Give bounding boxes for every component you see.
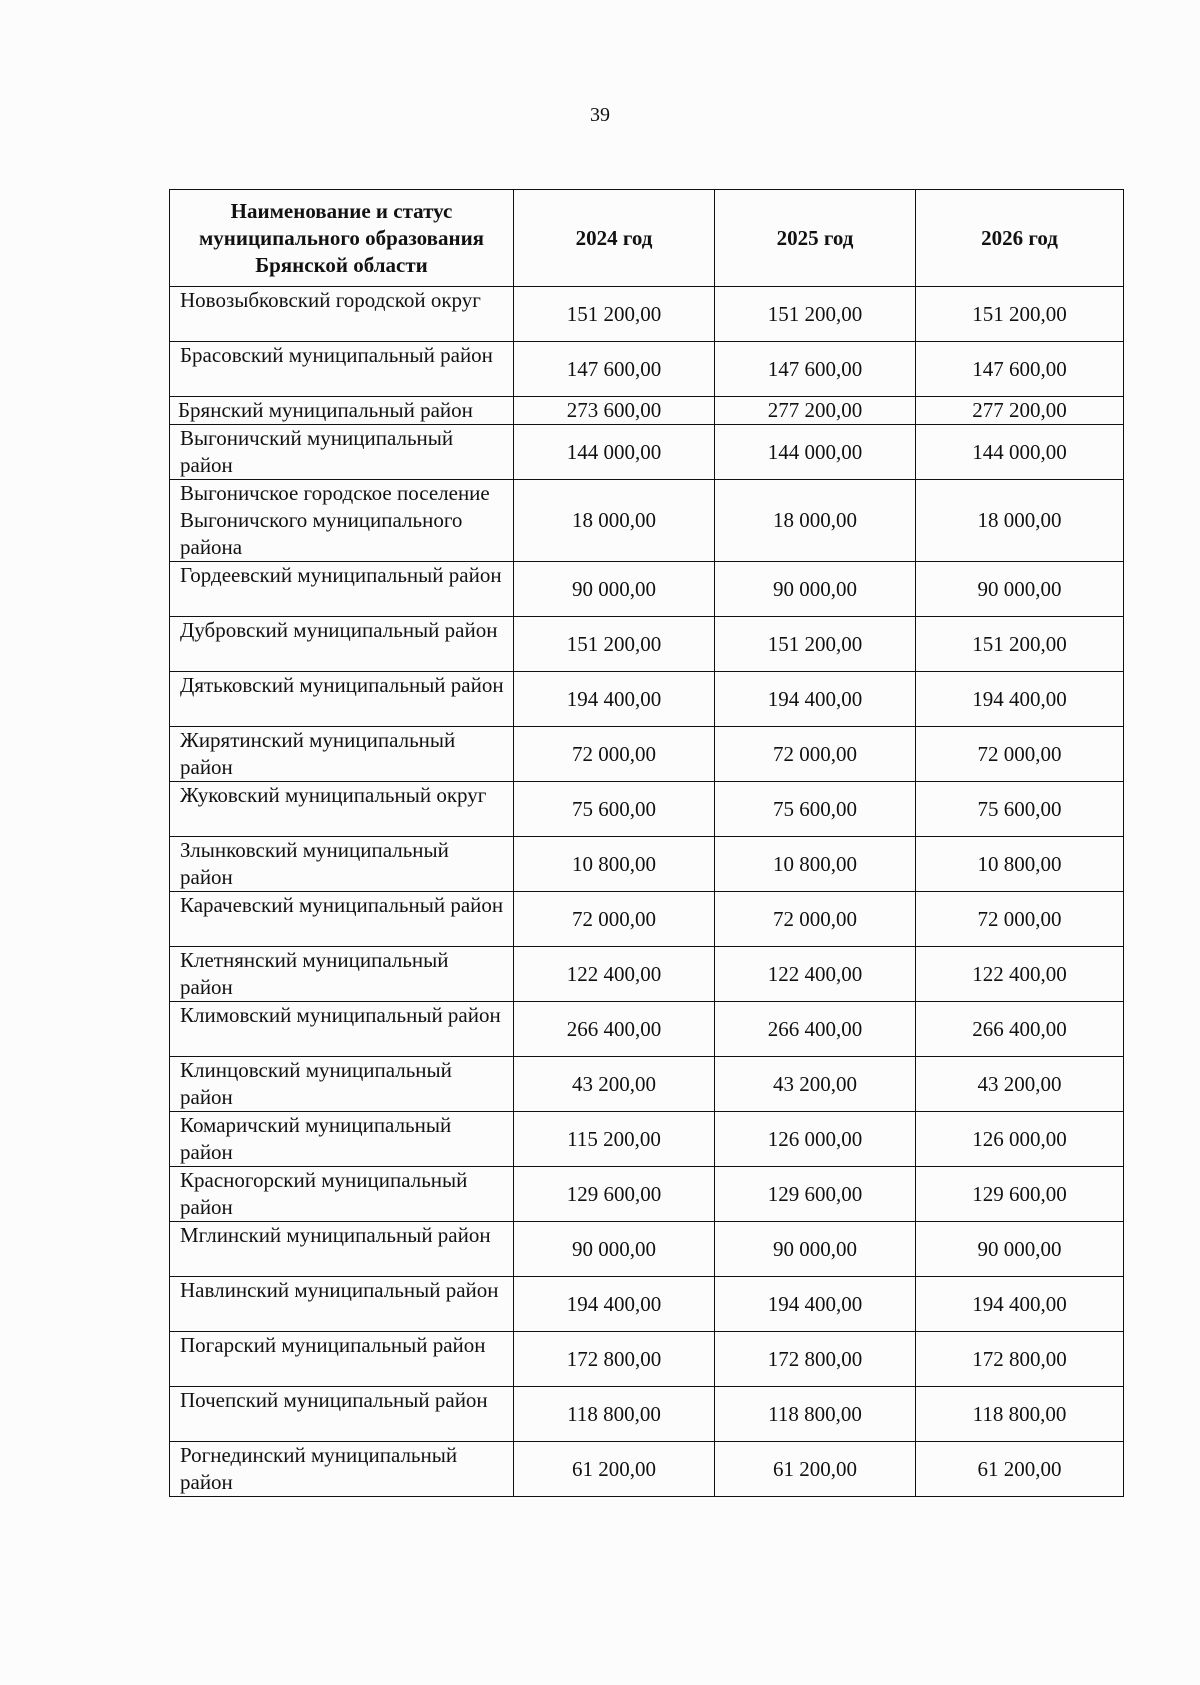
value-2026: 118 800,00 (916, 1387, 1124, 1442)
value-2024: 194 400,00 (514, 1277, 715, 1332)
value-2026: 126 000,00 (916, 1112, 1124, 1167)
value-2026: 172 800,00 (916, 1332, 1124, 1387)
municipality-name: Жирятинский муниципальный район (170, 727, 514, 782)
table-row (170, 397, 1124, 425)
municipality-name: Гордеевский муниципальный район (170, 562, 514, 617)
value-2026: 144 000,00 (916, 425, 1124, 480)
value-2025: 144 000,00 (715, 425, 916, 480)
table-row (170, 1222, 1124, 1277)
value-2024: 118 800,00 (514, 1387, 715, 1442)
value-2024: 43 200,00 (514, 1057, 715, 1112)
value-2025: 151 200,00 (715, 287, 916, 342)
budget-table (169, 189, 1124, 1497)
municipality-name: Клинцовский муниципальный район (170, 1057, 514, 1112)
table-header-row (170, 190, 1124, 287)
table-row (170, 1057, 1124, 1112)
municipality-name: Комаричский муниципальный район (170, 1112, 514, 1167)
value-2024: 72 000,00 (514, 892, 715, 947)
value-2026: 129 600,00 (916, 1167, 1124, 1222)
municipality-name: Выгоничское городское поселение Выгоничского муниципального района (170, 480, 514, 562)
value-2026: 72 000,00 (916, 727, 1124, 782)
table-row (170, 672, 1124, 727)
value-2024: 273 600,00 (514, 397, 715, 425)
value-2025: 90 000,00 (715, 1222, 916, 1277)
value-2024: 194 400,00 (514, 672, 715, 727)
value-2025: 122 400,00 (715, 947, 916, 1002)
municipality-name: Новозыбковский городской округ (170, 287, 514, 342)
value-2025: 194 400,00 (715, 1277, 916, 1332)
header-2026: 2026 год (916, 190, 1124, 287)
table-row (170, 947, 1124, 1002)
value-2025: 10 800,00 (715, 837, 916, 892)
table-row (170, 617, 1124, 672)
municipality-name: Рогнединский муниципальный район (170, 1442, 514, 1497)
value-2024: 144 000,00 (514, 425, 715, 480)
value-2025: 61 200,00 (715, 1442, 916, 1497)
municipality-name: Карачевский муниципальный район (170, 892, 514, 947)
value-2026: 61 200,00 (916, 1442, 1124, 1497)
municipality-name: Почепский муниципальный район (170, 1387, 514, 1442)
value-2024: 147 600,00 (514, 342, 715, 397)
value-2024: 90 000,00 (514, 562, 715, 617)
municipality-name: Клетнянский муниципальный район (170, 947, 514, 1002)
value-2025: 194 400,00 (715, 672, 916, 727)
municipality-name: Дубровский муниципальный район (170, 617, 514, 672)
value-2025: 43 200,00 (715, 1057, 916, 1112)
municipality-name: Злынковский муниципальный район (170, 837, 514, 892)
table-row (170, 1332, 1124, 1387)
value-2025: 277 200,00 (715, 397, 916, 425)
header-municipality-name: Наименование и статус муниципального образования Брянской области (170, 190, 514, 287)
table-row (170, 727, 1124, 782)
value-2026: 75 600,00 (916, 782, 1124, 837)
value-2025: 72 000,00 (715, 727, 916, 782)
value-2026: 43 200,00 (916, 1057, 1124, 1112)
table-row (170, 1112, 1124, 1167)
value-2025: 147 600,00 (715, 342, 916, 397)
table-row (170, 1277, 1124, 1332)
municipality-name: Красногорский муниципальный район (170, 1167, 514, 1222)
municipality-name: Дятьковский муниципальный район (170, 672, 514, 727)
table-row (170, 425, 1124, 480)
value-2025: 172 800,00 (715, 1332, 916, 1387)
value-2024: 172 800,00 (514, 1332, 715, 1387)
municipality-name: Навлинский муниципальный район (170, 1277, 514, 1332)
table-row (170, 782, 1124, 837)
value-2026: 122 400,00 (916, 947, 1124, 1002)
value-2026: 90 000,00 (916, 562, 1124, 617)
value-2026: 266 400,00 (916, 1002, 1124, 1057)
value-2024: 129 600,00 (514, 1167, 715, 1222)
value-2026: 151 200,00 (916, 617, 1124, 672)
value-2025: 75 600,00 (715, 782, 916, 837)
value-2024: 72 000,00 (514, 727, 715, 782)
value-2024: 61 200,00 (514, 1442, 715, 1497)
value-2025: 118 800,00 (715, 1387, 916, 1442)
value-2024: 10 800,00 (514, 837, 715, 892)
header-2024: 2024 год (514, 190, 715, 287)
header-2025: 2025 год (715, 190, 916, 287)
value-2025: 266 400,00 (715, 1002, 916, 1057)
table-row (170, 562, 1124, 617)
table-row (170, 342, 1124, 397)
value-2024: 90 000,00 (514, 1222, 715, 1277)
table-row (170, 287, 1124, 342)
value-2024: 75 600,00 (514, 782, 715, 837)
table-row (170, 1442, 1124, 1497)
municipality-name: Климовский муниципальный район (170, 1002, 514, 1057)
table-row (170, 1002, 1124, 1057)
value-2024: 151 200,00 (514, 287, 715, 342)
municipality-name: Мглинский муниципальный район (170, 1222, 514, 1277)
value-2026: 10 800,00 (916, 837, 1124, 892)
value-2024: 151 200,00 (514, 617, 715, 672)
table-row (170, 892, 1124, 947)
value-2025: 126 000,00 (715, 1112, 916, 1167)
municipality-name: Выгоничский муниципальный район (170, 425, 514, 480)
value-2026: 194 400,00 (916, 1277, 1124, 1332)
municipality-name: Погарский муниципальный район (170, 1332, 514, 1387)
table-row (170, 1167, 1124, 1222)
value-2026: 72 000,00 (916, 892, 1124, 947)
value-2025: 129 600,00 (715, 1167, 916, 1222)
value-2024: 266 400,00 (514, 1002, 715, 1057)
municipality-name: Жуковский муниципальный округ (170, 782, 514, 837)
table-row (170, 1387, 1124, 1442)
value-2025: 72 000,00 (715, 892, 916, 947)
value-2026: 18 000,00 (916, 480, 1124, 562)
municipality-name: Брянский муниципальный район (170, 397, 514, 425)
value-2024: 115 200,00 (514, 1112, 715, 1167)
municipality-name: Брасовский муниципальный район (170, 342, 514, 397)
page-number: 39 (590, 104, 610, 126)
table-row (170, 837, 1124, 892)
value-2026: 151 200,00 (916, 287, 1124, 342)
value-2025: 18 000,00 (715, 480, 916, 562)
value-2026: 277 200,00 (916, 397, 1124, 425)
value-2026: 147 600,00 (916, 342, 1124, 397)
value-2024: 122 400,00 (514, 947, 715, 1002)
value-2025: 151 200,00 (715, 617, 916, 672)
value-2026: 90 000,00 (916, 1222, 1124, 1277)
table-row (170, 480, 1124, 562)
value-2024: 18 000,00 (514, 480, 715, 562)
value-2026: 194 400,00 (916, 672, 1124, 727)
value-2025: 90 000,00 (715, 562, 916, 617)
